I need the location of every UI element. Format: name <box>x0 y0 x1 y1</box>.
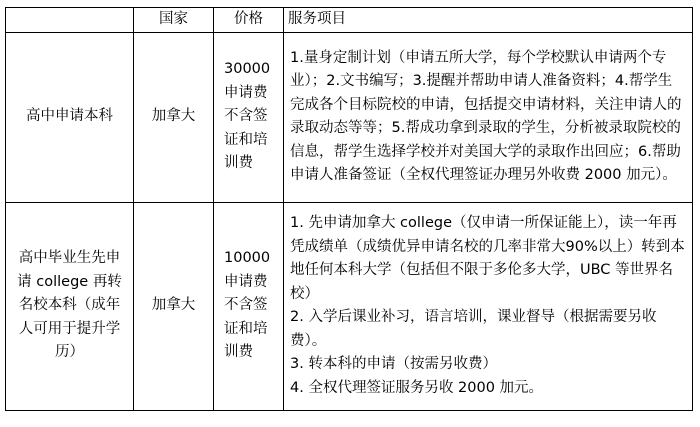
table-row <box>6 202 693 410</box>
services-table <box>5 7 693 411</box>
price: 30000申请费不含签证和培训费 <box>214 32 284 202</box>
header-blank <box>6 8 134 33</box>
service-text: 1.量身定制计划（申请五所大学，每个学校默认申请两个专业）；2.文书编写；3.提醒并帮助申请人准备资料；4.帮学生完成各个目标院校的申请，包括提交申请材料，关注申请人的录取动态等等；5.帮成功拿到录取的学生，分析被录取院校的信息，帮学生选择学校并对美国大学的录取作出回应；6.帮助申请人准备签证（全权代理签证办理另外收费 2000 加元）。 <box>290 49 682 183</box>
table-row <box>6 32 693 202</box>
header-services: 服务项目 <box>284 8 693 33</box>
service-description <box>284 32 693 202</box>
header-row <box>6 8 693 33</box>
country: 加拿大 <box>134 32 214 202</box>
program-name: 高中申请本科 <box>6 32 134 202</box>
service-description <box>284 202 693 410</box>
service-item-1: 1. 先申请加拿大 college（仅申请一所保证能上），读一年再凭成绩单（成绩优异申请名校的几率非常大90%以上）转到本地任何本科大学（包括但不限于多伦多大学，UBC 等世界名校） <box>290 215 685 302</box>
price: 10000申请费不含签证和培训费 <box>214 202 284 410</box>
service-item-4: 4. 全权代理签证服务另收 2000 加元。 <box>290 379 544 396</box>
service-item-2: 2. 入学后课业补习，语言培训，课业督导（根据需要另收费）。 <box>290 309 657 349</box>
service-item-3: 3. 转本科的申请（按需另收费） <box>290 356 497 372</box>
header-country: 国家 <box>134 8 214 33</box>
country: 加拿大 <box>134 202 214 410</box>
program-name: 高中毕业生先申请 college 再转名校本科（成年人可用于提升学历） <box>6 202 134 410</box>
header-price: 价格 <box>214 8 284 33</box>
